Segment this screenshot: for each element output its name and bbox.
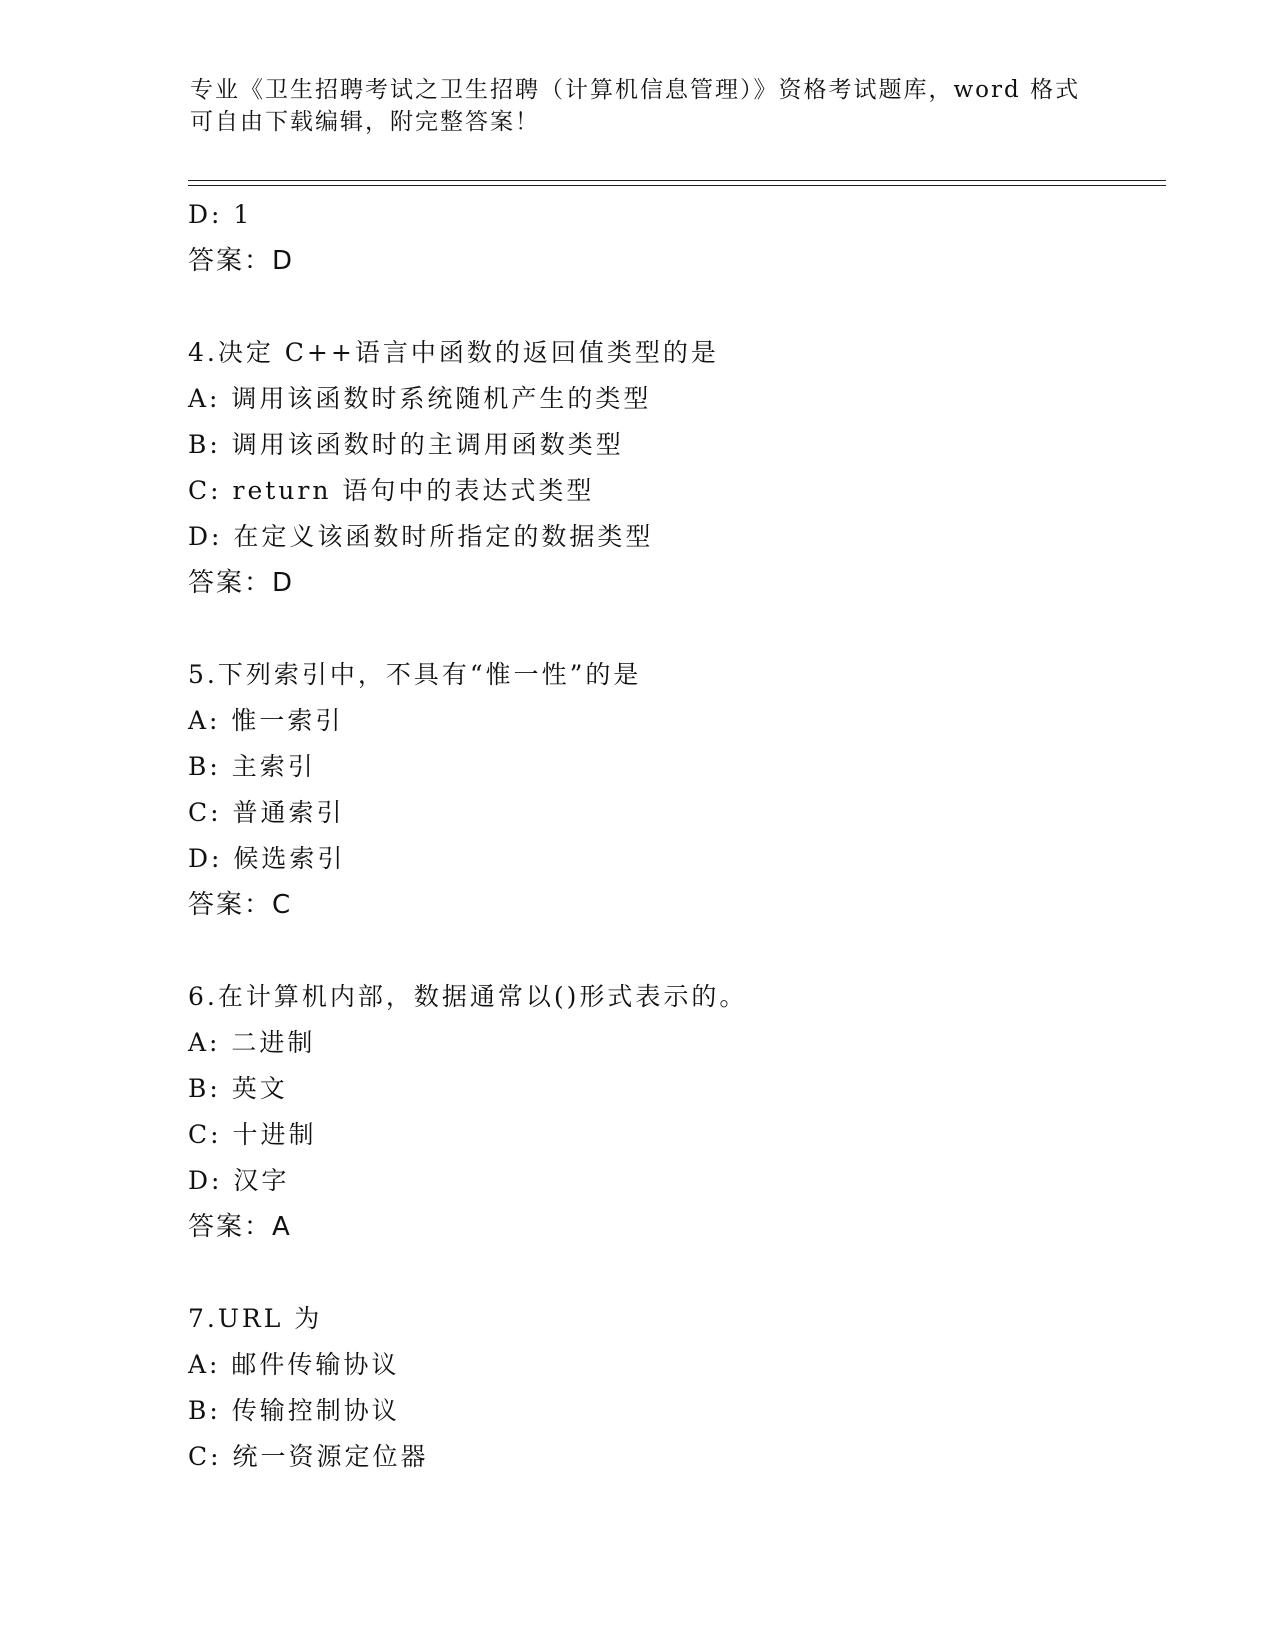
question-3-continuation	[188, 192, 1168, 284]
question-5	[188, 652, 1168, 928]
option-c: C: 统一资源定位器	[188, 1442, 429, 1471]
option-c: C: return 语句中的表达式类型	[188, 476, 595, 505]
answer-line: 答案：C	[188, 890, 293, 920]
option-d: D: 在定义该函数时所指定的数据类型	[188, 522, 654, 551]
question-stem: 5.下列索引中，不具有“惟一性”的是	[188, 660, 642, 689]
option-b: B: 调用该函数时的主调用函数类型	[188, 430, 624, 459]
question-stem: 4.决定 C++语言中函数的返回值类型的是	[188, 338, 719, 367]
header-divider-bottom	[188, 185, 1166, 186]
option-d: D: 候选索引	[188, 844, 346, 873]
document-header	[190, 74, 1090, 138]
question-list	[188, 192, 1168, 1480]
option-d: D: 汉字	[188, 1166, 290, 1195]
answer-line: 答案：D	[188, 568, 295, 598]
spacer	[188, 1250, 1168, 1296]
option-b: B: 传输控制协议	[188, 1396, 400, 1425]
answer-line: 答案：A	[188, 1212, 292, 1242]
option-a: A: 调用该函数时系统随机产生的类型	[188, 384, 652, 413]
option-c: C: 十进制	[188, 1120, 317, 1149]
header-title-line-2: 可自由下载编辑，附完整答案！	[190, 109, 540, 135]
spacer	[188, 606, 1168, 652]
answer-line: 答案：D	[188, 246, 295, 276]
spacer	[188, 928, 1168, 974]
question-7	[188, 1296, 1168, 1480]
option-a: A: 邮件传输协议	[188, 1350, 400, 1379]
option-b: B: 主索引	[188, 752, 316, 781]
option-b: B: 英文	[188, 1074, 288, 1103]
spacer	[188, 284, 1168, 330]
option-a: A: 惟一索引	[188, 706, 344, 735]
question-stem: 6.在计算机内部，数据通常以()形式表示的。	[188, 982, 748, 1011]
header-title-line-1: 专业《卫生招聘考试之卫生招聘（计算机信息管理）》资格考试题库，word 格式	[190, 77, 1081, 103]
option-a: A: 二进制	[188, 1028, 316, 1057]
question-4	[188, 330, 1168, 606]
question-6	[188, 974, 1168, 1250]
option-d: D: 1	[188, 200, 253, 229]
header-divider-top	[188, 180, 1166, 181]
question-stem: 7.URL 为	[188, 1304, 323, 1333]
option-c: C: 普通索引	[188, 798, 345, 827]
